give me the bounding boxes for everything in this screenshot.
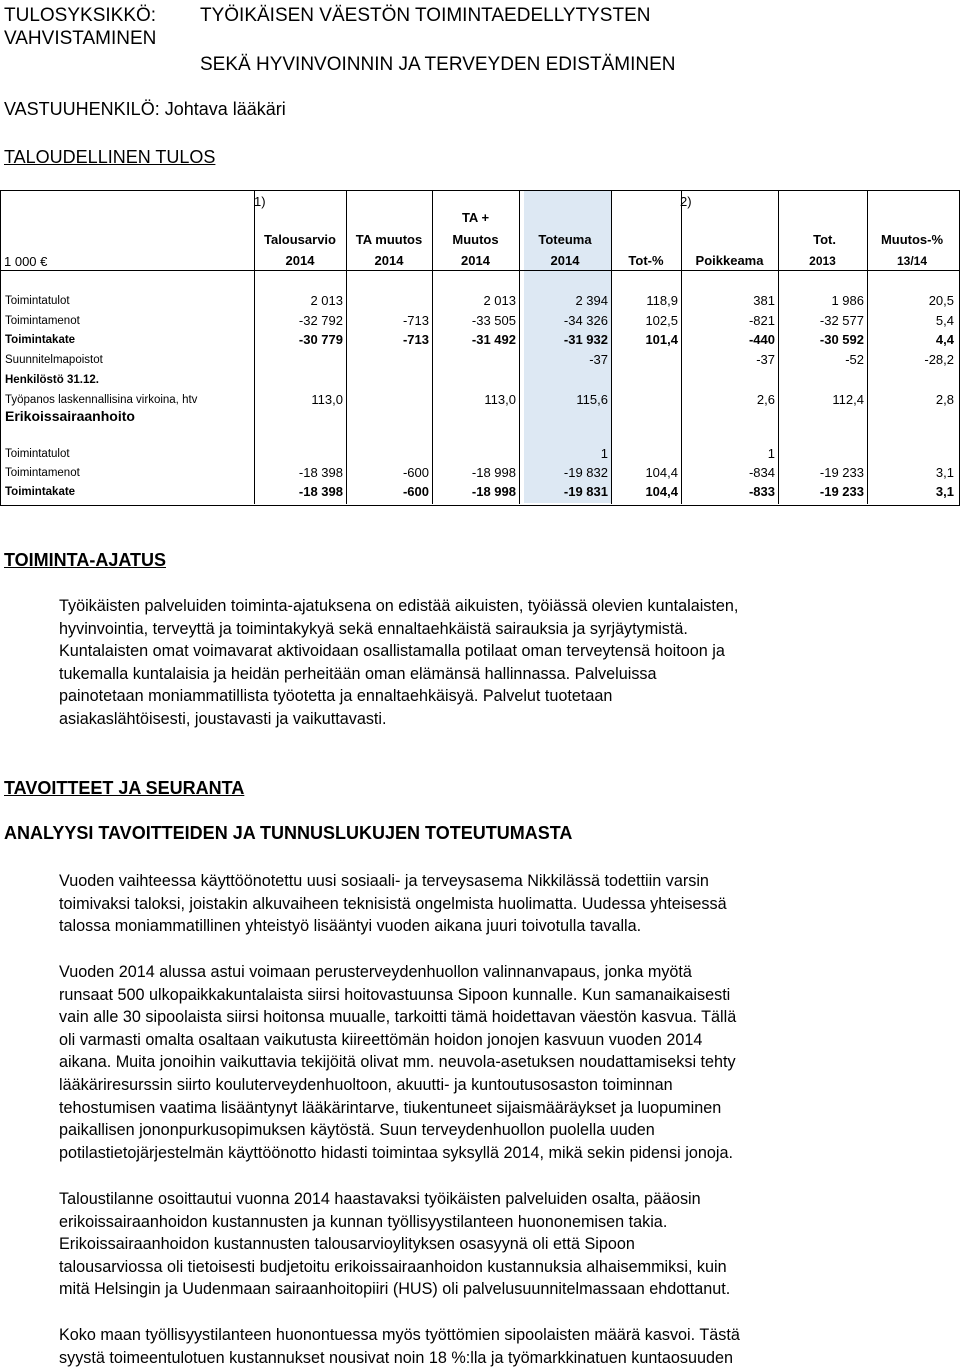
text-line: paikallisen jononpurkusopimuksen käytöstä. Suun terveydenhuollon puolella uuden (59, 1121, 655, 1140)
table-cell: -19 832 (563, 465, 608, 480)
text-line: syystä toimeentulotuen kustannukset nousivat noin 18 %:lla ja työmarkkinatuen kuntaosuuden (59, 1348, 733, 1367)
subsection-title: Erikoissairaanhoito (5, 408, 135, 424)
text-line: hyvinvointia, terveyttä ja toimintakykyä sekä ennaltaehkäistä sairauksia ja syrjäytymistä. (59, 619, 688, 638)
table-cell: -30 779 (298, 332, 343, 348)
table-cell: 4,4 (935, 332, 954, 348)
table-cell: 2,8 (935, 391, 954, 407)
table-cell: -34 326 (563, 312, 608, 328)
text-line: painotetaan moniammatillista työotetta ja ennaltaehkäisyä. Palvelut tuotetaan (59, 687, 613, 706)
table-cell: 104,4 (645, 465, 678, 480)
text-line: Kuntalaisten omat voimavarat aktivoidaan osallistamalla potilaat oman terveytensä hoitoon ja (59, 642, 725, 661)
table-cell: -33 505 (471, 312, 516, 328)
text-line: Koko maan työllisyystilanteen huonontuessa myös työttömien sipoolaisten määrä kasvoi. Tästä (59, 1326, 740, 1344)
table-cell: -19 233 (819, 465, 864, 480)
table-cell: 2 394 (575, 293, 608, 308)
text-line: Erikoissairaanhoidon kustannusten talousarvioylityksen osasyynä oli että Sipoon (59, 1235, 635, 1254)
column-header: 2014 (374, 253, 404, 268)
section-title: TALOUDELLINEN TULOS (4, 147, 216, 167)
column-header: 13/14 (896, 254, 928, 268)
table-cell: 118,9 (646, 293, 678, 308)
table-cell: 101,4 (645, 332, 678, 348)
table-cell: 3,1 (935, 465, 954, 480)
column-header: Tot-% (628, 253, 664, 268)
text-line: toimivaksi taloksi, joistakin alkuvaiheen teknisistä ongelmista huolimatta. Uudessa yhteisessä (59, 894, 727, 913)
text-line: runsaat 500 ulkopaikkakuntalaista siirsi hoitovastuunsa Sipoon kunnalle. Kun samanaikaisesti (59, 985, 731, 1004)
note-1: 1) (254, 194, 266, 209)
table-cell: 1 (600, 446, 608, 461)
financial-table (0, 190, 960, 504)
unit-title-line1: TYÖIKÄISEN VÄESTÖN TOIMINTAEDELLYTYSTEN (200, 5, 651, 26)
unit-title-line2: SEKÄ HYVINVOINNIN JA TERVEYDEN EDISTÄMINEN (200, 54, 676, 75)
text-line: Vuoden vaihteessa käyttöönotettu uusi sosiaali- ja terveysasema Nikkilässä todettiin varsin (59, 872, 709, 890)
table-cell: 113,0 (484, 391, 516, 407)
table-cell: -440 (748, 332, 775, 348)
table-cell: -30 592 (819, 332, 864, 348)
table-cell: -833 (748, 484, 775, 499)
table-cell: -600 (402, 484, 429, 499)
text-line: potilastietojärjestelmän käyttöönotto hidasti toimintaa syksyllä 2014, mikä sekin pidensi jonoja. (59, 1143, 733, 1162)
column-header: TA + (461, 210, 490, 225)
row-label: Työpanos laskennallisina virkoina, htv (5, 393, 198, 406)
text-line: tukemalla kuntalaisia ja heidän perheitään oman elämänsä hallinnassa. Palveluissa (59, 664, 657, 683)
row-label: Toimintamenot (5, 314, 80, 327)
column-header: Toteuma (538, 232, 592, 247)
unit-label-cont: VAHVISTAMINEN (4, 28, 157, 49)
row-label: Suunnitelmapoistot (5, 354, 103, 367)
toiminta-heading: TOIMINTA-AJATUS (4, 550, 166, 570)
table-cell: 2,6 (756, 391, 775, 407)
row-label: Toimintatulot (5, 295, 70, 307)
paragraph-4 (59, 1324, 919, 1369)
table-cell: 104,4 (645, 484, 678, 499)
table-cell: -31 932 (563, 332, 608, 348)
table-cell: -28,2 (924, 352, 954, 368)
table-cell: 112,4 (832, 391, 864, 407)
text-line: mitä Helsingin ja Uudenmaan sairaanhoitopiiri (HUS) oli palvelusuunnitelmassaan ehdottanut. (59, 1280, 731, 1299)
row-label: Henkilöstö 31.12. (5, 373, 99, 386)
table-cell: -18 398 (298, 465, 343, 480)
table-cell: 381 (753, 293, 775, 308)
table-cell: 3,1 (935, 484, 954, 499)
text-line: Työikäisten palveluiden toiminta-ajatuksena on edistää aikuisten, työiässä olevien kuntalaisten, (59, 597, 739, 615)
column-header: Muutos-% (880, 232, 944, 247)
table-cell: 1 986 (831, 293, 864, 308)
paragraph-2 (59, 961, 919, 1164)
note-2: 2) (680, 194, 692, 209)
row-label: Toimintakate (5, 486, 76, 498)
table-cell: 2 013 (483, 293, 516, 308)
text-line: talousarviossa oli tietoisesti budjetoitu erikoissairaanhoidon kustannuksia alhaisemmiksi, kuin (59, 1257, 727, 1276)
text-line: lääkäriresurssin siirto kouluterveydenhuoltoon, akuutti- ja kuntoutusosaston toiminnan (59, 1075, 673, 1094)
table-cell: 20,5 (928, 293, 954, 308)
table-cell: 102,5 (645, 312, 678, 328)
row-label: Toimintamenot (5, 467, 80, 479)
responsible-person: VASTUUHENKILÖ: Johtava lääkäri (4, 99, 286, 119)
toiminta-text (59, 595, 919, 731)
table-cell: 115,6 (576, 391, 608, 407)
column-header: 2014 (550, 253, 580, 268)
text-line: vain alle 30 sipoolaista siirsi hoitonsa muualle, tarkoitti tämä hoidettavan väestön kasvua. Tällä (59, 1008, 737, 1027)
table-cell: -19 831 (563, 484, 608, 499)
table-cell: -18 998 (471, 465, 516, 480)
table-cell: -834 (748, 465, 775, 480)
table-cell: -600 (402, 465, 429, 480)
text-line: Taloustilanne osoittautui vuonna 2014 haastavaksi työikäisten palveluiden osalta, pääosin (59, 1190, 701, 1208)
row-label: Toimintatulot (5, 448, 70, 460)
tavoitteet-heading: TAVOITTEET JA SEURANTA (4, 778, 245, 798)
table-cell: -821 (748, 312, 775, 328)
text-line: asiakaslähtöisesti, joustavasti ja vaikuttavasti. (59, 709, 387, 728)
table-cell: -19 233 (819, 484, 864, 499)
column-header: 2014 (285, 253, 315, 268)
unit-label: TULOSYKSIKKÖ: (4, 5, 157, 26)
column-header: Tot. (813, 232, 836, 247)
table-cell: 5,4 (935, 312, 954, 328)
table-cell: -31 492 (471, 332, 516, 348)
table-cell: -37 (589, 352, 608, 368)
text-line: aikana. Muita jonoihin vaikuttavia tekijöitä olivat mm. neuvola-asetuksen noudattamiseksi tehty (59, 1053, 736, 1072)
text-line: oli varmasti omalta osaltaan vaikutusta kiireettömän hoidon jonojen kasvuun vuoden 2014 (59, 1030, 703, 1049)
column-header: Talousarvio (263, 232, 336, 247)
row-label: Toimintakate (5, 334, 76, 347)
table-cell: -37 (756, 352, 775, 368)
column-header: TA muutos (355, 232, 423, 247)
table-cell: -52 (845, 352, 864, 368)
table-cell: 2 013 (310, 293, 343, 308)
text-line: tehostumisen vaatima lisääntynyt lääkärintarve, tiukentuneet sijaismääräykset ja luopuminen (59, 1098, 722, 1117)
text-line: erikoissairaanhoidon kustannusten ja kunnan työllisyystilanteen huononemisen takia. (59, 1212, 668, 1231)
text-line: talossa moniammatillinen yhteistyö lisääntyi vuoden aikana juuri toivotulla tavalla. (59, 917, 642, 936)
text-line: Vuoden 2014 alussa astui voimaan perusterveydenhuollon valinnanvapaus, jonka myötä (59, 963, 692, 981)
table-cell: -713 (402, 332, 429, 348)
column-header: Poikkeama (695, 253, 764, 268)
header-divider (0, 270, 960, 271)
column-header: 2014 (461, 253, 490, 268)
paragraph-1 (59, 870, 919, 938)
column-header: 2013 (809, 254, 836, 268)
table-cell: -713 (402, 312, 429, 328)
table-cell: 1 (767, 446, 775, 461)
analyysi-heading: ANALYYSI TAVOITTEIDEN JA TUNNUSLUKUJEN TOTEUTUMASTA (4, 823, 573, 843)
unit-label: 1 000 € (4, 254, 48, 269)
table-cell: -18 398 (298, 484, 343, 499)
table-cell: -32 792 (298, 312, 343, 328)
table-cell: 113,0 (311, 391, 343, 407)
paragraph-3 (59, 1188, 919, 1301)
table-cell: -18 998 (471, 484, 516, 499)
column-header: Muutos (452, 232, 499, 247)
table-cell: -32 577 (819, 312, 864, 328)
